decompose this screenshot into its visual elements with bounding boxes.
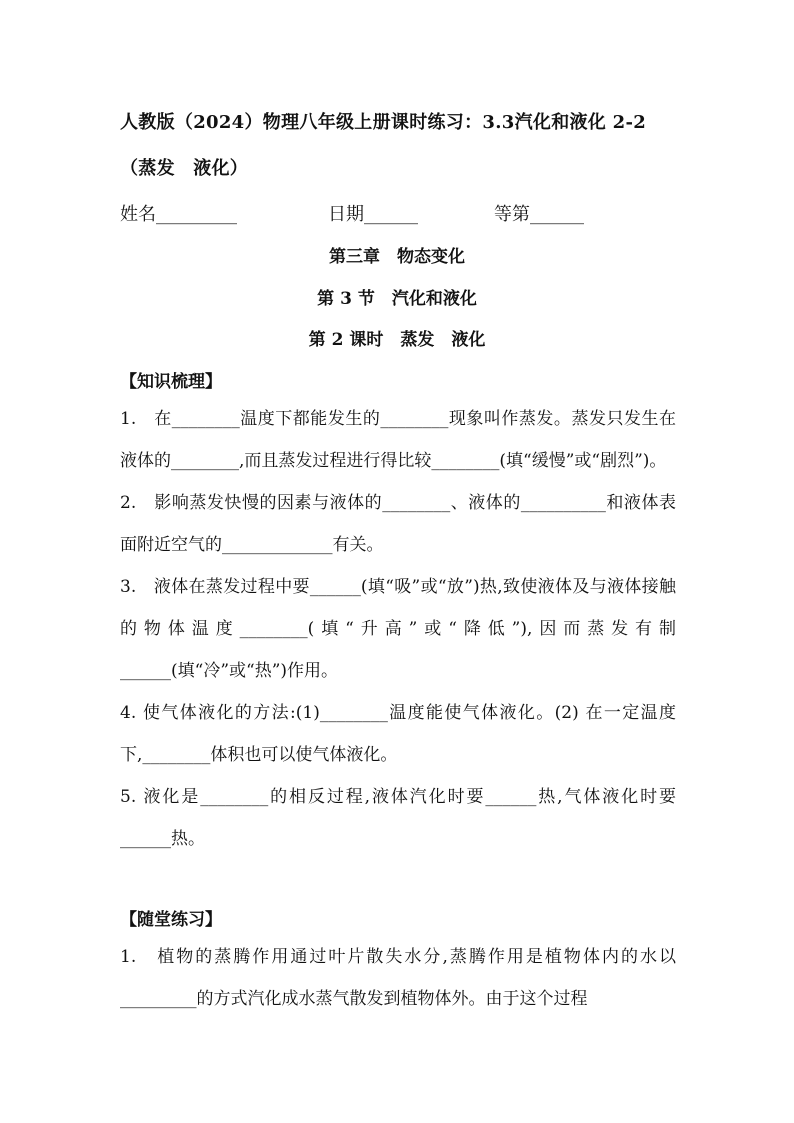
title-line-2: （蒸发 液化） [120, 158, 249, 179]
knowledge-item: 3. 液体在蒸发过程中要______(填“吸”或“放”)热,致使液体及与液体接触的物体温度________(填“升高”或“降低”),因而蒸发有制______(填“冷”或“热”)作用。 [120, 577, 676, 681]
knowledge-header: 【知识梳理】 [120, 372, 222, 392]
knowledge-item: 4. 使气体液化的方法:(1)________温度能使气体液化。(2) 在一定温度下,________体积也可以使气体液化。 [120, 703, 676, 765]
student-info-row [120, 200, 680, 228]
knowledge-item: 2. 影响蒸发快慢的因素与液体的________、液体的__________和液体表面附近空气的_____________有关。 [120, 493, 676, 555]
document-title [120, 100, 680, 192]
grade-field: 等第______ [494, 204, 584, 225]
knowledge-item: 1. 在________温度下都能发生的________现象叫作蒸发。蒸发只发生在液体的________,而且蒸发过程进行得比较________(填“缓慢”或“剧烈”)。 [120, 409, 676, 471]
knowledge-list [120, 398, 676, 860]
section-heading: 第 3 节 汽化和液化 [317, 289, 477, 309]
title-line-1: 人教版（2024）物理八年级上册课时练习：3.3汽化和液化 2-2 [120, 112, 647, 133]
practice-item: 1. 植物的蒸腾作用通过叶片散失水分,蒸腾作用是植物体内的水以_________的方式汽化成水蒸气散发到植物体外。由于这个过程 [120, 947, 676, 1009]
practice-header: 【随堂练习】 [120, 910, 222, 930]
lesson-heading: 第 2 课时 蒸发 液化 [308, 330, 486, 350]
practice-list [120, 936, 676, 1020]
date-field: 日期______ [328, 204, 418, 225]
chapter-heading: 第三章 物态变化 [329, 247, 465, 267]
knowledge-item: 5. 液化是________的相反过程,液体汽化时要______热,气体液化时要______热。 [120, 787, 676, 849]
name-field: 姓名_________ [120, 204, 237, 225]
